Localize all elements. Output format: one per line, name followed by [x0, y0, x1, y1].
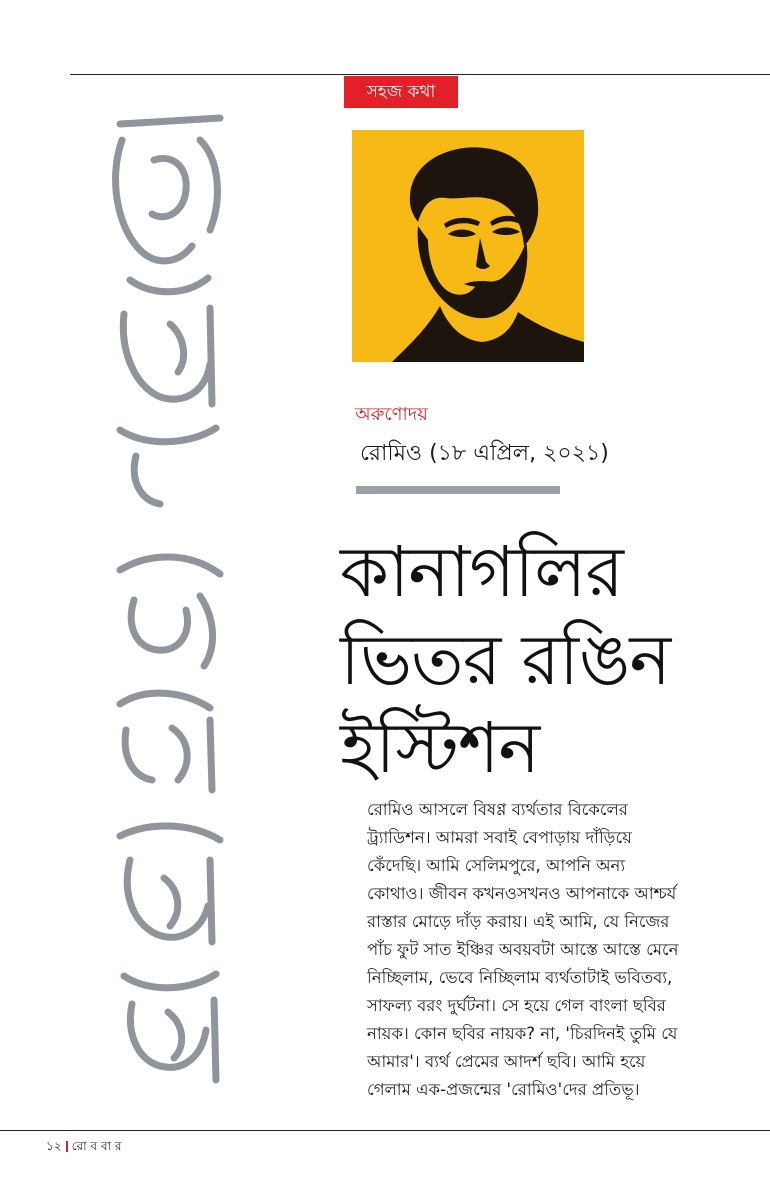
- headline-line-1: কানাগলির: [340, 531, 623, 613]
- calligraphy-art: [60, 100, 290, 1120]
- section-tag: সহজ কথা: [344, 76, 458, 108]
- magazine-name: রো ব বা র: [71, 1139, 122, 1153]
- body-line: রাস্তার মোড়ে দাঁড় করায়। এই আমি, যে নিজের: [367, 912, 670, 931]
- headline: [340, 528, 740, 792]
- headline-line-2: ভিতর রঙিন: [340, 619, 671, 701]
- body-line: কোথাও। জীবন কখনওসখনও আপনাকে আশ্চর্য: [367, 884, 677, 903]
- divider-bar: [356, 486, 560, 494]
- top-rule: [70, 74, 770, 75]
- body-line: পাঁচ ফুট সাত ইঞ্চির অবয়বটা আস্তে আস্তে মেনে: [367, 940, 679, 959]
- headline-line-3: ইস্টিশন: [340, 707, 540, 789]
- body-line: কেঁদেছি। আমি সেলিমপুরে, আপনি অন্য: [367, 856, 626, 875]
- page-number: ১২: [46, 1139, 62, 1153]
- page-footer: [46, 1138, 121, 1158]
- body-line: রোমিও আসলে বিষণ্ণ ব্যর্থতার বিকেলের: [367, 800, 628, 819]
- body-line: সাফল্য বরং দুর্ঘটনা। সে হয়ে গেল বাংলা ছবির: [367, 996, 666, 1015]
- source-line: রোমিও (১৮ এপ্রিল, ২০২১): [360, 441, 609, 466]
- footer-separator: [66, 1141, 68, 1152]
- body-line: আমার'। ব্যর্থ প্রেমের আদর্শ ছবি। আমি হয়ে: [367, 1052, 646, 1071]
- author-portrait: [352, 130, 584, 362]
- body-line: ট্র্যাডিশন। আমরা সবাই বেপাড়ায় দাঁড়িয়ে: [367, 828, 632, 847]
- author-name: অরুণোদয়: [355, 404, 428, 425]
- body-line: নায়ক। কোন ছবির নায়ক? না, 'চিরদিনই তুমি যে: [367, 1024, 678, 1043]
- bottom-rule: [0, 1130, 770, 1131]
- body-text: [367, 796, 767, 1104]
- body-line: নিচ্ছিলাম, ভেবে নিচ্ছিলাম ব্যর্থতাটাই ভবিতব্য,: [367, 968, 673, 987]
- body-line: গেলাম এক-প্রজন্মের 'রোমিও'দের প্রতিভূ।: [367, 1080, 640, 1099]
